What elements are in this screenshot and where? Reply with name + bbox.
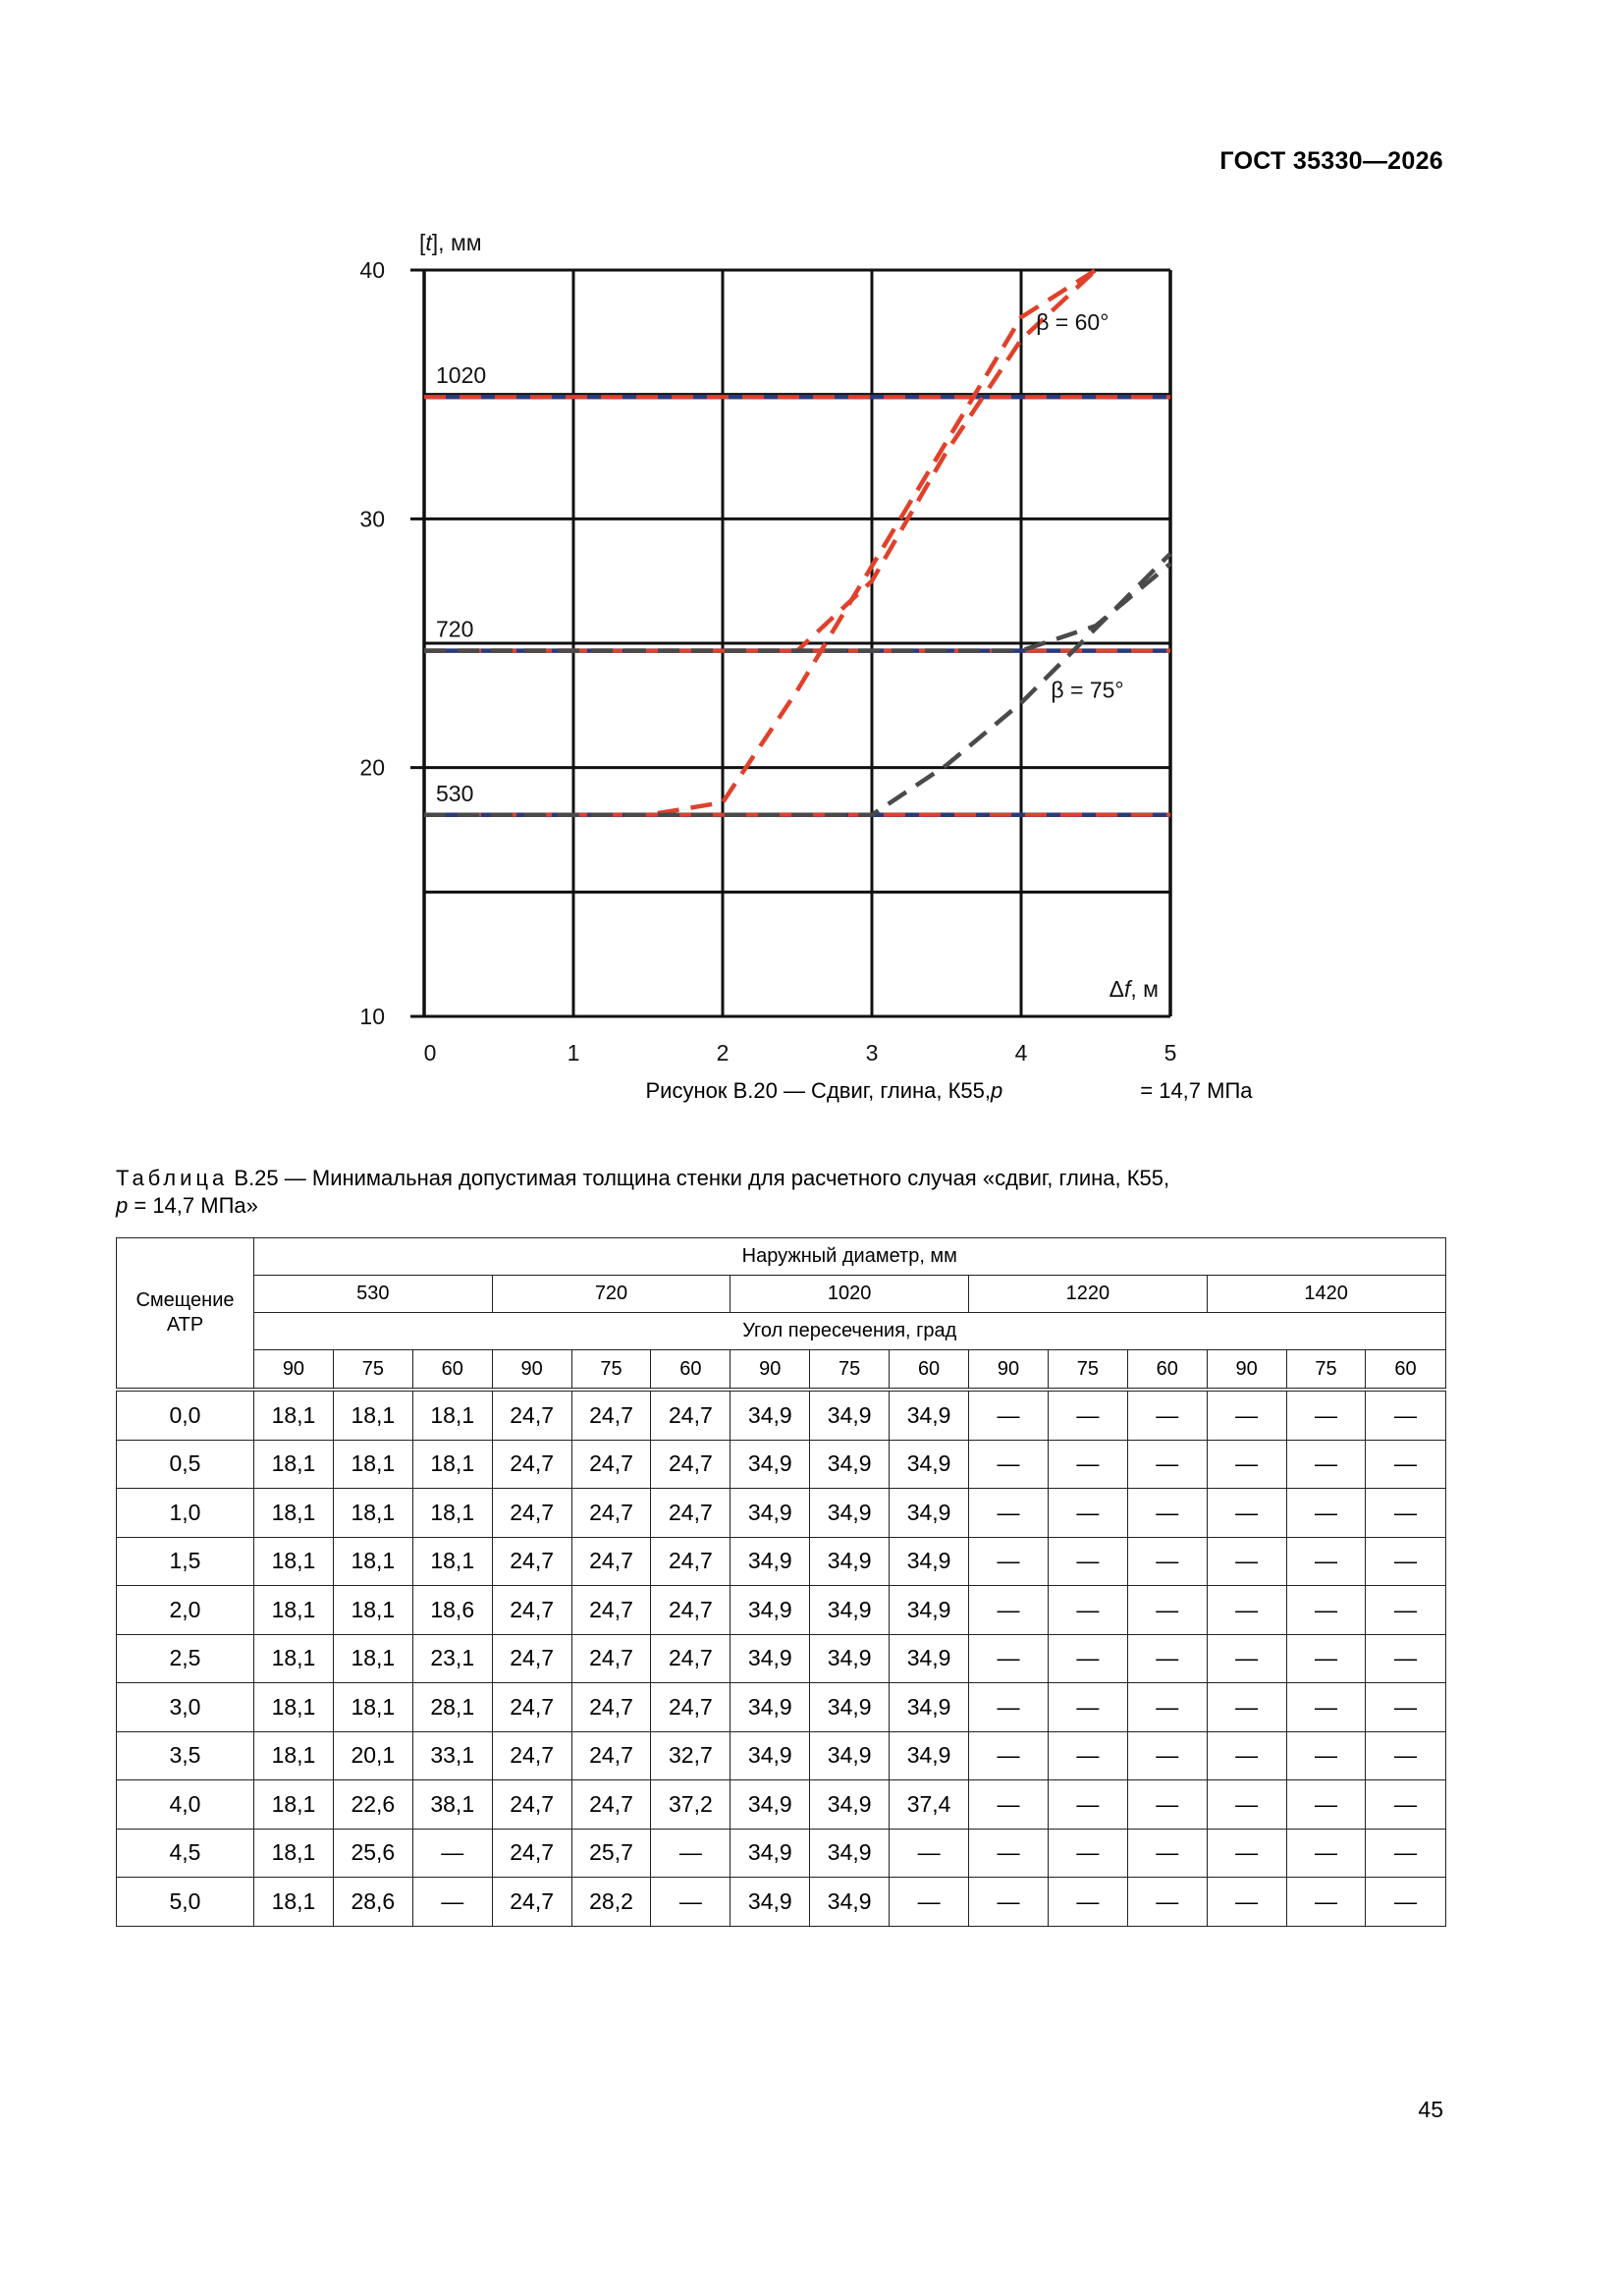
table-cell: 34,9 <box>810 1634 890 1683</box>
table-cell: 24,7 <box>571 1440 651 1489</box>
label-720: 720 <box>436 616 474 642</box>
table-cell: — <box>1127 1537 1207 1586</box>
caption-p: p <box>991 1078 1003 1103</box>
figure-caption <box>0 1078 1623 1104</box>
table-cell: — <box>1048 1586 1127 1635</box>
table-cell: — <box>1366 1878 1445 1927</box>
row-offset: 2,5 <box>117 1634 254 1683</box>
row-offset: 4,0 <box>117 1780 254 1830</box>
table-cell: 24,7 <box>651 1390 730 1440</box>
table-cell: 18,1 <box>254 1390 334 1440</box>
table-cell: 18,1 <box>254 1537 334 1586</box>
table-cell: 24,7 <box>492 1390 571 1440</box>
table-cell: 34,9 <box>890 1634 969 1683</box>
table-cell: — <box>1286 1537 1366 1586</box>
diameter-header: Наружный диаметр, мм <box>254 1238 1446 1276</box>
table-cell: 18,1 <box>412 1440 492 1489</box>
table-cell: — <box>1048 1440 1127 1489</box>
table-cell: 34,9 <box>890 1683 969 1732</box>
table-cell: — <box>969 1537 1049 1586</box>
table-cell: 34,9 <box>810 1440 890 1489</box>
diameter-row <box>117 1276 1446 1313</box>
table-cell: — <box>1048 1829 1127 1878</box>
row-offset: 4,5 <box>117 1829 254 1878</box>
table-cell: 34,9 <box>810 1586 890 1635</box>
table-cell: 18,1 <box>254 1780 334 1830</box>
table-cell: — <box>969 1878 1049 1927</box>
row-offset: 3,0 <box>117 1683 254 1732</box>
table-cell: 24,7 <box>571 1586 651 1635</box>
table-cell: — <box>1286 1683 1366 1732</box>
table-cell: — <box>1207 1780 1286 1830</box>
table-cell: 24,7 <box>571 1390 651 1440</box>
table-cell: — <box>1048 1780 1127 1830</box>
table-cell: 24,7 <box>492 1634 571 1683</box>
table-cell: 28,6 <box>333 1878 412 1927</box>
table-row <box>117 1829 1446 1878</box>
angle-13: 75 <box>1286 1350 1366 1391</box>
table-cell: 18,1 <box>254 1829 334 1878</box>
table-cell: — <box>969 1780 1049 1830</box>
table-cell: 18,1 <box>333 1440 412 1489</box>
x-axis-label <box>1109 976 1159 1002</box>
table-cell: 24,7 <box>651 1440 730 1489</box>
table-cell: 34,9 <box>810 1390 890 1440</box>
table-cell: — <box>1366 1829 1445 1878</box>
table-cell: 24,7 <box>571 1731 651 1780</box>
table-cell: 33,1 <box>412 1731 492 1780</box>
table-cell: — <box>969 1440 1049 1489</box>
table-cell: 24,7 <box>651 1537 730 1586</box>
row-offset: 2,0 <box>117 1586 254 1635</box>
table-cell: 25,6 <box>333 1829 412 1878</box>
table-cell: 24,7 <box>492 1878 571 1927</box>
table-cell: 34,9 <box>890 1586 969 1635</box>
table-cell: 22,6 <box>333 1780 412 1830</box>
table-cell: 24,7 <box>492 1683 571 1732</box>
table-cell: — <box>1048 1634 1127 1683</box>
table-cell: 24,7 <box>651 1683 730 1732</box>
table-cell: — <box>1207 1390 1286 1440</box>
table-cell: 34,9 <box>730 1878 810 1927</box>
table-cell: — <box>1127 1634 1207 1683</box>
table-cell: 34,9 <box>730 1683 810 1732</box>
label-530: 530 <box>436 780 474 806</box>
table-cell: — <box>1286 1390 1366 1440</box>
table-title-text: В.25 — Минимальная допустимая толщина стенки для расчетного случая «сдвиг, глина, К55, <box>234 1166 1170 1190</box>
row-offset: 1,0 <box>117 1489 254 1538</box>
table-cell: 34,9 <box>810 1780 890 1830</box>
table-cell: 24,7 <box>571 1683 651 1732</box>
table-cell: 24,7 <box>492 1440 571 1489</box>
table-body <box>117 1390 1446 1926</box>
table-cell: 24,7 <box>651 1634 730 1683</box>
x-tick-label: 5 <box>1163 1040 1177 1066</box>
table-cell: 34,9 <box>810 1829 890 1878</box>
diameter-0: 530 <box>254 1276 493 1313</box>
table-cell: — <box>1127 1390 1207 1440</box>
caption-prefix: Рисунок В.20 — Сдвиг, глина, К55, <box>645 1078 991 1103</box>
table-cell: — <box>969 1731 1049 1780</box>
table-cell: 34,9 <box>730 1634 810 1683</box>
table-title <box>116 1165 1444 1220</box>
table-cell: — <box>1207 1829 1286 1878</box>
y-tick-label: 40 <box>359 257 385 283</box>
table-cell: — <box>969 1634 1049 1683</box>
chart-figure <box>334 221 1217 1085</box>
table-cell: 34,9 <box>890 1489 969 1538</box>
table-cell: — <box>1127 1829 1207 1878</box>
table-cell: 34,9 <box>810 1489 890 1538</box>
table-cell: 34,9 <box>890 1537 969 1586</box>
table-cell: — <box>1207 1683 1286 1732</box>
table-cell: — <box>1127 1489 1207 1538</box>
row-offset: 1,5 <box>117 1537 254 1586</box>
table-cell: — <box>1366 1537 1445 1586</box>
diameter-3: 1220 <box>969 1276 1208 1313</box>
table-cell: 34,9 <box>730 1731 810 1780</box>
table-cell: — <box>1207 1586 1286 1635</box>
table-cell: — <box>651 1878 730 1927</box>
table-cell: 34,9 <box>890 1731 969 1780</box>
table-row <box>117 1390 1446 1440</box>
label-1020: 1020 <box>436 362 487 389</box>
table-cell: 24,7 <box>492 1829 571 1878</box>
angle-12: 90 <box>1207 1350 1286 1391</box>
table-cell: — <box>890 1878 969 1927</box>
series-line-beta60 <box>424 270 1096 815</box>
row-offset: 0,0 <box>117 1390 254 1440</box>
table-cell: 23,1 <box>412 1634 492 1683</box>
y-tick-label: 20 <box>359 754 385 781</box>
table-cell: 25,7 <box>571 1829 651 1878</box>
table-cell: 34,9 <box>810 1537 890 1586</box>
x-tick-label: 1 <box>567 1040 580 1066</box>
table-cell: — <box>1127 1440 1207 1489</box>
table-cell: — <box>1207 1878 1286 1927</box>
table-cell: — <box>1366 1489 1445 1538</box>
table-row <box>117 1537 1446 1586</box>
table-cell: — <box>1048 1683 1127 1732</box>
table-cell: — <box>1048 1489 1127 1538</box>
corner-header <box>117 1238 254 1391</box>
table-cell: — <box>1127 1683 1207 1732</box>
table-cell: — <box>1366 1780 1445 1830</box>
table-cell: 18,1 <box>254 1440 334 1489</box>
angle-5: 60 <box>651 1350 730 1391</box>
table-cell: — <box>1127 1586 1207 1635</box>
table-row <box>117 1731 1446 1780</box>
corner-line1: Смещение <box>135 1289 235 1311</box>
row-offset: 0,5 <box>117 1440 254 1489</box>
table-cell: 24,7 <box>492 1537 571 1586</box>
table-cell: — <box>1048 1537 1127 1586</box>
table-cell: 24,7 <box>492 1586 571 1635</box>
angle-9: 90 <box>969 1350 1049 1391</box>
table-cell: 24,7 <box>492 1489 571 1538</box>
x-tick-label: 2 <box>716 1040 730 1066</box>
corner-line2: АТР <box>166 1314 204 1336</box>
table-cell: 24,7 <box>651 1489 730 1538</box>
table-title-label: Таблица <box>116 1166 229 1190</box>
ylabel-rest: ], мм <box>431 230 482 255</box>
table-cell: 24,7 <box>571 1634 651 1683</box>
table-cell: 34,9 <box>730 1440 810 1489</box>
table-cell: 18,1 <box>333 1634 412 1683</box>
table-cell: 34,9 <box>730 1489 810 1538</box>
x-tick-label: 4 <box>1014 1040 1028 1066</box>
table-cell: — <box>1286 1489 1366 1538</box>
thickness-table <box>116 1237 1446 1927</box>
angle-1: 75 <box>333 1350 412 1391</box>
angle-row <box>117 1350 1446 1391</box>
table-cell: — <box>1207 1537 1286 1586</box>
table-cell: 18,1 <box>333 1537 412 1586</box>
table-row <box>117 1634 1446 1683</box>
table-cell: 38,1 <box>412 1780 492 1830</box>
table-cell: — <box>412 1878 492 1927</box>
page-number: 45 <box>1418 2097 1443 2122</box>
series-line-beta60 <box>424 270 1096 651</box>
table-row <box>117 1878 1446 1927</box>
table-cell: — <box>1366 1586 1445 1635</box>
table-cell: — <box>1366 1731 1445 1780</box>
diameter-4: 1420 <box>1207 1276 1445 1313</box>
table-cell: — <box>1127 1731 1207 1780</box>
table-row <box>117 1780 1446 1830</box>
xlabel-f: f <box>1124 976 1131 1002</box>
table-cell: 34,9 <box>890 1390 969 1440</box>
angle-3: 90 <box>492 1350 571 1391</box>
y-axis-label <box>419 230 482 255</box>
table-cell: 34,9 <box>730 1829 810 1878</box>
table-cell: 24,7 <box>571 1537 651 1586</box>
table-cell: 34,9 <box>730 1780 810 1830</box>
table-cell: 34,9 <box>730 1537 810 1586</box>
table-cell: — <box>969 1390 1049 1440</box>
table-cell: 28,1 <box>412 1683 492 1732</box>
table-cell: — <box>1127 1878 1207 1927</box>
angle-11: 60 <box>1127 1350 1207 1391</box>
table-cell: 18,1 <box>333 1586 412 1635</box>
table-cell: 34,9 <box>810 1683 890 1732</box>
table-cell: — <box>1048 1731 1127 1780</box>
table-cell: 24,7 <box>651 1586 730 1635</box>
y-tick-label: 10 <box>359 1004 385 1029</box>
shear-chart <box>334 221 1217 1085</box>
table-cell: 34,9 <box>890 1440 969 1489</box>
table-cell: 18,1 <box>412 1489 492 1538</box>
angle-4: 75 <box>571 1350 651 1391</box>
row-offset: 3,5 <box>117 1731 254 1780</box>
table-cell: — <box>1286 1878 1366 1927</box>
xlabel-delta: Δ <box>1109 976 1125 1002</box>
table-cell: — <box>1286 1731 1366 1780</box>
table-cell: — <box>1286 1634 1366 1683</box>
table-cell: — <box>969 1586 1049 1635</box>
table-cell: — <box>1286 1586 1366 1635</box>
table-cell: 34,9 <box>730 1586 810 1635</box>
table-cell: — <box>1286 1780 1366 1830</box>
angle-8: 60 <box>890 1350 969 1391</box>
table-row <box>117 1683 1446 1732</box>
angle-2: 60 <box>412 1350 492 1391</box>
x-tick-label: 3 <box>865 1040 879 1066</box>
table-cell: — <box>1207 1489 1286 1538</box>
table-cell: — <box>969 1489 1049 1538</box>
table-cell: 18,6 <box>412 1586 492 1635</box>
table-cell: 34,9 <box>810 1878 890 1927</box>
diameter-1: 720 <box>492 1276 730 1313</box>
table-cell: 18,1 <box>333 1489 412 1538</box>
table-cell: 24,7 <box>571 1489 651 1538</box>
angle-14: 60 <box>1366 1350 1445 1391</box>
table-cell: — <box>890 1829 969 1878</box>
table-cell: — <box>1366 1634 1445 1683</box>
table-title-p: p <box>116 1193 129 1218</box>
table-title-rest: = 14,7 МПа» <box>128 1193 258 1218</box>
table-cell: 37,2 <box>651 1780 730 1830</box>
table-cell: — <box>1366 1390 1445 1440</box>
table-cell: 18,1 <box>333 1683 412 1732</box>
table-cell: — <box>1366 1683 1445 1732</box>
angle-6: 90 <box>730 1350 810 1391</box>
table-cell: — <box>1286 1440 1366 1489</box>
table-cell: 18,1 <box>254 1586 334 1635</box>
table-cell: 34,9 <box>730 1390 810 1440</box>
table-cell: 28,2 <box>571 1878 651 1927</box>
table-row <box>117 1440 1446 1489</box>
table-cell: 24,7 <box>492 1731 571 1780</box>
x-tick-label: 0 <box>423 1040 437 1066</box>
table-cell: — <box>1207 1634 1286 1683</box>
table-cell: — <box>412 1829 492 1878</box>
caption-suffix: = 14,7 МПа <box>1140 1078 1253 1103</box>
table-cell: 24,7 <box>571 1780 651 1830</box>
table-cell: — <box>651 1829 730 1878</box>
table-cell: 18,1 <box>254 1878 334 1927</box>
document-code: ГОСТ 35330—2026 <box>1219 147 1443 175</box>
table-cell: — <box>1366 1440 1445 1489</box>
table-cell: 18,1 <box>254 1489 334 1538</box>
ylabel-t: t <box>425 230 432 255</box>
table-cell: — <box>1048 1390 1127 1440</box>
table-cell: 20,1 <box>333 1731 412 1780</box>
table-cell: 18,1 <box>254 1731 334 1780</box>
table-cell: 18,1 <box>333 1390 412 1440</box>
table-cell: — <box>1207 1731 1286 1780</box>
angle-header: Угол пересечения, град <box>254 1313 1446 1350</box>
table-cell: — <box>1286 1829 1366 1878</box>
angle-7: 75 <box>810 1350 890 1391</box>
xlabel-rest: , м <box>1130 976 1159 1002</box>
table-row <box>117 1586 1446 1635</box>
ylabel-open: [ <box>419 230 426 255</box>
beta75-label: β = 75° <box>1051 677 1124 703</box>
table-cell: 34,9 <box>810 1731 890 1780</box>
angle-0: 90 <box>254 1350 334 1391</box>
y-tick-label: 30 <box>359 506 385 532</box>
angle-10: 75 <box>1048 1350 1127 1391</box>
table-cell: 24,7 <box>492 1780 571 1830</box>
table-cell: 32,7 <box>651 1731 730 1780</box>
table-cell: 18,1 <box>412 1537 492 1586</box>
table-cell: — <box>1048 1878 1127 1927</box>
row-offset: 5,0 <box>117 1878 254 1927</box>
table-cell: 37,4 <box>890 1780 969 1830</box>
table-cell: — <box>969 1683 1049 1732</box>
table-row <box>117 1489 1446 1538</box>
series-line-beta75 <box>424 564 1170 651</box>
table-cell: 18,1 <box>412 1390 492 1440</box>
table-cell: — <box>1207 1440 1286 1489</box>
diameter-2: 1020 <box>730 1276 969 1313</box>
beta60-label: β = 60° <box>1036 308 1109 335</box>
table-cell: 18,1 <box>254 1634 334 1683</box>
table-cell: 18,1 <box>254 1683 334 1732</box>
table-cell: — <box>969 1829 1049 1878</box>
table-cell: — <box>1127 1780 1207 1830</box>
